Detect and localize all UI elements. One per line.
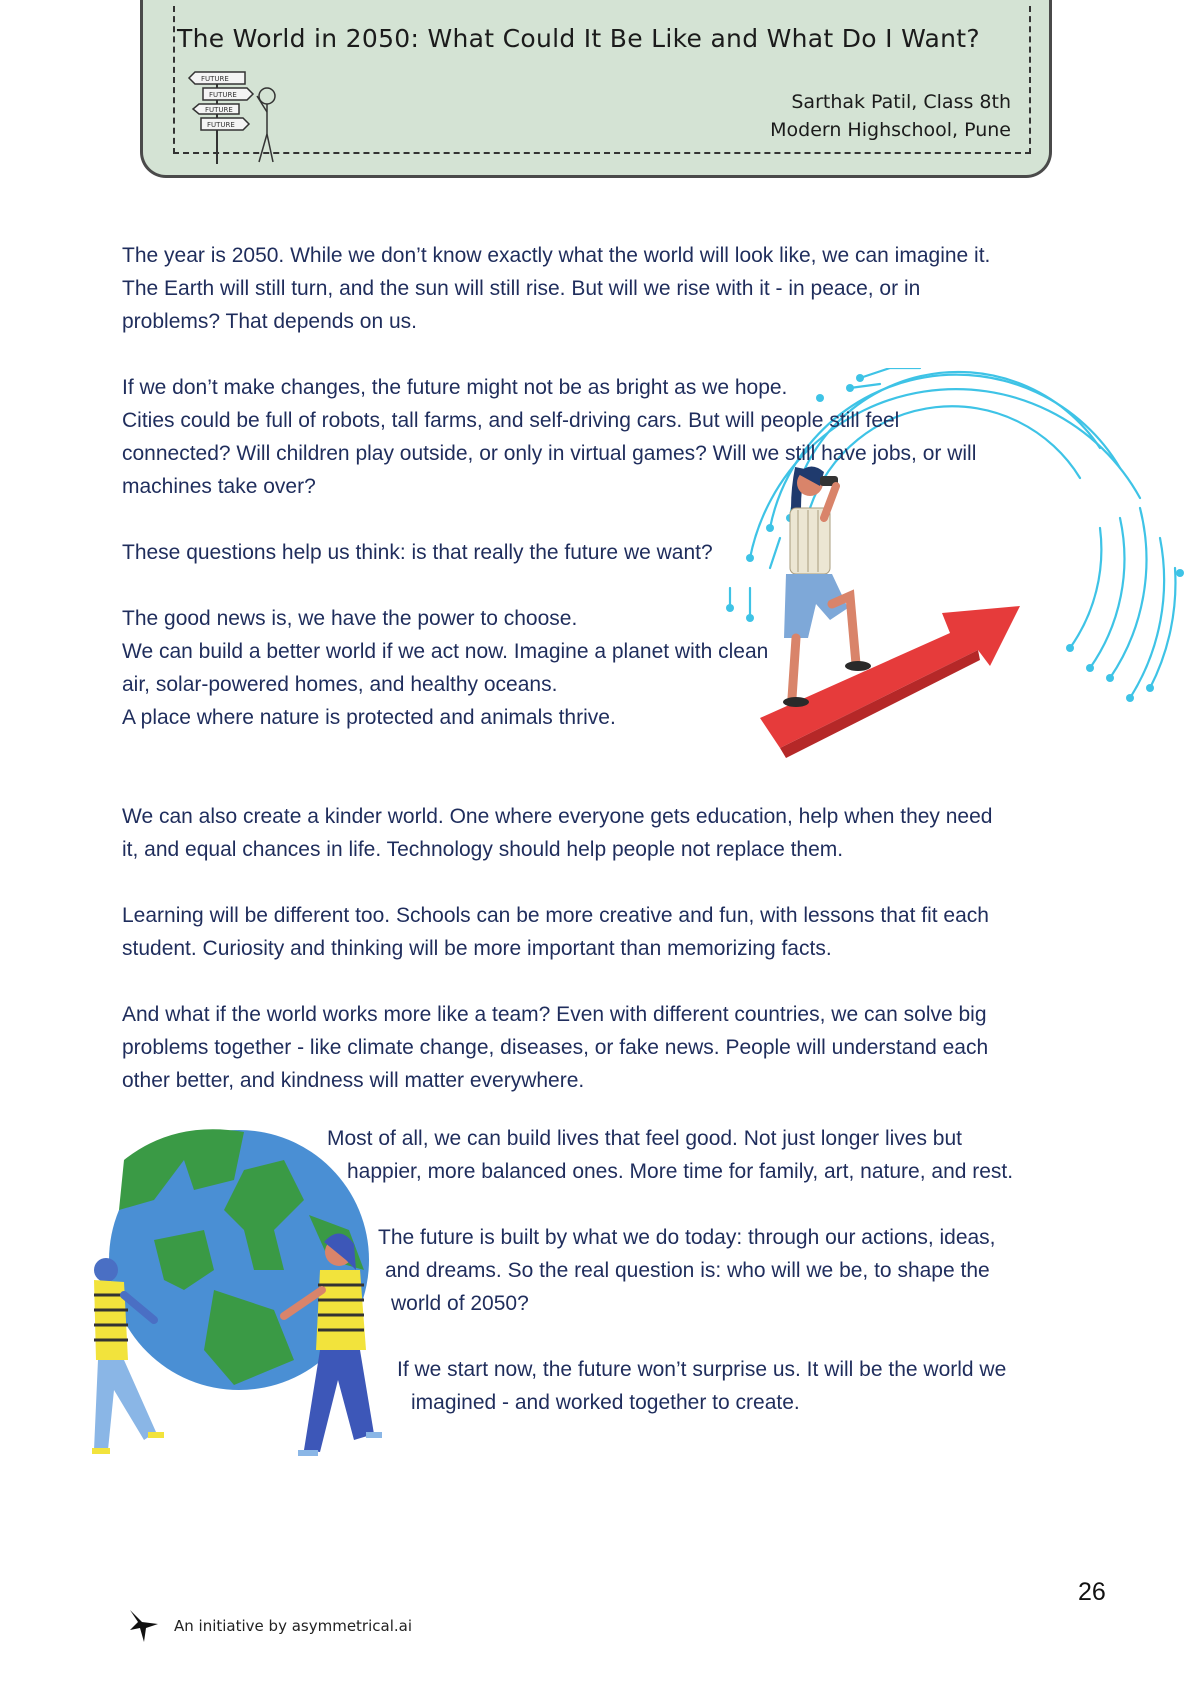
text-line: and dreams. So the real question is: who will we be, to shape the (385, 1259, 990, 1282)
text-line: Cities could be full of robots, tall farms, and self-driving cars. But will people still feel (122, 409, 900, 432)
text-line: it, and equal chances in life. Technology should help people not replace them. (122, 838, 844, 861)
header-banner (140, 0, 1052, 178)
author-block (770, 88, 1011, 144)
footer-credit: An initiative by asymmetrical.ai (174, 1617, 412, 1635)
paragraph-changes (122, 371, 976, 503)
text-line: happier, more balanced ones. More time for family, art, nature, and rest. (347, 1160, 1014, 1183)
signpost-label: FUTURE (201, 75, 229, 83)
page-number: 26 (1078, 1578, 1106, 1606)
paragraph-kinder-world (122, 800, 992, 866)
text-line: world of 2050? (391, 1292, 529, 1315)
text-line: connected? Will children play outside, or only in virtual games? Will we still have jobs, or will (122, 442, 977, 465)
author-name: Sarthak Patil, Class 8th (791, 91, 1011, 113)
bird-logo-icon (128, 1608, 160, 1644)
signpost-label: FUTURE (207, 121, 235, 129)
text-line: The good news is, we have the power to choose. (122, 607, 578, 630)
text-line: If we start now, the future won’t surprise us. It will be the world we (397, 1358, 1007, 1381)
text-line: The Earth will still turn, and the sun will still rise. But will we rise with it - in peace, or in (122, 277, 921, 300)
text-line: other better, and kindness will matter everywhere. (122, 1069, 585, 1092)
future-signpost-illustration (187, 66, 297, 166)
text-line: problems? That depends on us. (122, 310, 417, 333)
text-line: And what if the world works more like a team? Even with different countries, we can solve big (122, 1003, 987, 1026)
paragraph-team (122, 998, 988, 1097)
text-line: The year is 2050. While we don’t know exactly what the world will look like, we can imagine it. (122, 244, 991, 267)
text-line: A place where nature is protected and animals thrive. (122, 706, 616, 729)
signpost-label: FUTURE (209, 91, 237, 99)
text-line: student. Curiosity and thinking will be more important than memorizing facts. (122, 937, 832, 960)
text-line: Learning will be different too. Schools can be more creative and fun, with lessons that fit each (122, 904, 989, 927)
author-school: Modern Highschool, Pune (770, 119, 1011, 141)
text-line: We can also create a kinder world. One where everyone gets education, help when they need (122, 805, 993, 828)
paragraph-good-news (122, 602, 768, 734)
paragraph-learning (122, 899, 989, 965)
text-line: These questions help us think: is that really the future we want? (122, 541, 713, 564)
signpost-label: FUTURE (205, 106, 233, 114)
paragraph-closing (397, 1353, 1006, 1419)
paragraph-questions (122, 536, 713, 569)
text-line: imagined - and worked together to create. (411, 1391, 800, 1414)
text-line: We can build a better world if we act now. Imagine a planet with clean (122, 640, 769, 663)
text-line: air, solar-powered homes, and healthy oceans. (122, 673, 558, 696)
paragraph-built-today (378, 1221, 996, 1320)
page-title: The World in 2050: What Could It Be Like and What Do I Want? (177, 24, 980, 53)
paragraph-lives (327, 1122, 1013, 1188)
text-line: machines take over? (122, 475, 316, 498)
text-line: If we don’t make changes, the future might not be as bright as we hope. (122, 376, 788, 399)
text-line: problems together - like climate change, diseases, or fake news. People will understand each (122, 1036, 989, 1059)
paragraph-intro (122, 239, 990, 338)
footer (128, 1608, 412, 1644)
text-line: Most of all, we can build lives that feel good. Not just longer lives but (327, 1127, 963, 1150)
text-line: The future is built by what we do today: through our actions, ideas, (378, 1226, 996, 1249)
